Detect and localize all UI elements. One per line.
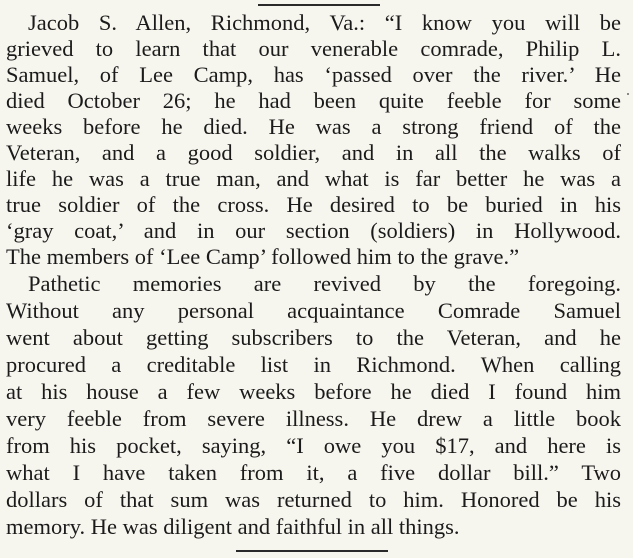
paragraph-1-line-7: life he was a true man, and what is far better he was a bbox=[6, 166, 621, 191]
paragraph-1-line-10: The members of ‘Lee Camp’ followed him to the grave.” bbox=[6, 244, 520, 269]
paragraph-2-line-4: procured a creditable list in Richmond. When calling bbox=[6, 352, 621, 377]
bottom-divider-rule bbox=[236, 550, 388, 552]
paragraph-2-line-2: Without any personal acquaintance Comrade Samuel bbox=[6, 298, 621, 323]
paragraph-1-line-8: true soldier of the cross. He desired to be buried in his bbox=[6, 192, 621, 217]
paragraph-2-line-6: very feeble from severe illness. He drew a little book bbox=[6, 406, 621, 431]
paragraph-2-line-9: dollars of that sum was returned to him. Honored be his bbox=[6, 487, 621, 512]
paragraph-1-line-6: Veteran, and a good soldier, and in all the walks of bbox=[6, 140, 621, 165]
print-speck bbox=[627, 93, 629, 95]
paragraph-2-line-7: from his pocket, saying, “I owe you $17, and here is bbox=[6, 433, 621, 458]
paragraph-2-line-1: Pathetic memories are revived by the foregoing. bbox=[28, 271, 621, 296]
paragraph-1-line-4: died October 26; he had been quite feeble for some bbox=[6, 88, 621, 113]
paragraph-1-line-5: weeks before he died. He was a strong friend of the bbox=[6, 114, 621, 139]
paragraph-2-line-8: what I have taken from it, a five dollar bill.” Two bbox=[6, 460, 621, 485]
paragraph-2-line-5: at his house a few weeks before he died I found him bbox=[6, 379, 621, 404]
top-divider-rule bbox=[258, 4, 380, 6]
paragraph-1-line-2: grieved to learn that our venerable comrade, Philip L. bbox=[6, 36, 621, 61]
paragraph-2-line-3: went about getting subscribers to the Veteran, and he bbox=[6, 325, 621, 350]
paragraph-1-line-1: Jacob S. Allen, Richmond, Va.: “I know you will be bbox=[28, 10, 621, 35]
paragraph-1-line-3: Samuel, of Lee Camp, has ‘passed over the river.’ He bbox=[6, 62, 621, 87]
paragraph-2-line-10: memory. He was diligent and faithful in all things. bbox=[6, 514, 460, 539]
paragraph-1-line-9: ‘gray coat,’ and in our section (soldiers) in Hollywood. bbox=[6, 218, 621, 243]
